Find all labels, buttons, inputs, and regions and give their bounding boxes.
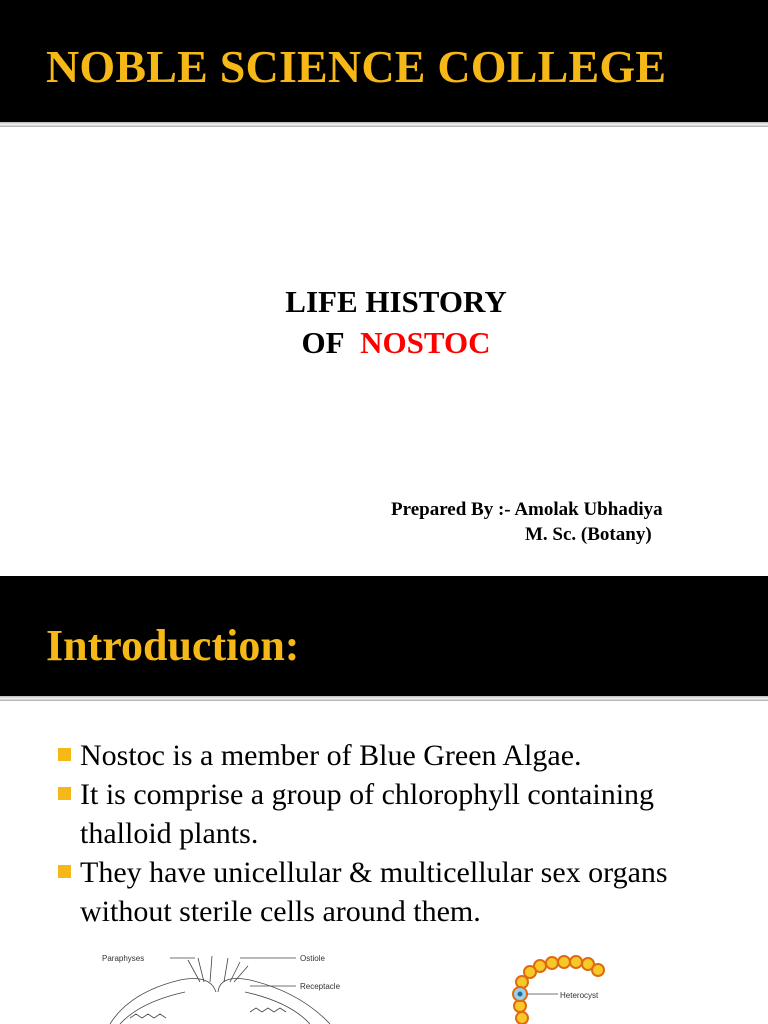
label-heterocyst: Heterocyst xyxy=(560,991,599,1000)
prepared-by: Prepared By :- Amolak Ubhadiya xyxy=(391,499,663,520)
qualification: M. Sc. (Botany) xyxy=(525,524,652,545)
square-bullet-icon xyxy=(58,865,71,878)
label-paraphyses: Paraphyses xyxy=(102,954,145,963)
label-receptacle: Receptacle xyxy=(300,982,341,991)
bullet-item xyxy=(52,736,752,775)
square-bullet-icon xyxy=(58,748,71,761)
introduction-slide xyxy=(0,576,768,1024)
bullet-text: They have unicellular & multicellular sex organs without sterile cells around them. xyxy=(80,856,668,928)
nostoc-filament-diagram xyxy=(500,952,660,1024)
title-divider xyxy=(0,122,768,127)
title-highlight-nostoc: NOSTOC xyxy=(360,325,491,360)
presentation-title-line1: LIFE HISTORY xyxy=(285,284,507,319)
bullet-list xyxy=(52,736,752,931)
bullet-text: It is comprise a group of chlorophyll containing thalloid plants. xyxy=(80,778,655,850)
slide-heading: Introduction: xyxy=(46,621,300,670)
square-bullet-icon xyxy=(58,787,71,800)
bullet-item xyxy=(52,775,752,853)
bullet-text: Nostoc is a member of Blue Green Algae. xyxy=(80,739,582,772)
college-title: NOBLE SCIENCE COLLEGE xyxy=(46,41,667,92)
bullet-item xyxy=(52,853,752,931)
title-divider xyxy=(0,696,768,701)
label-ostiole: Ostiole xyxy=(300,954,325,963)
presentation-title-line2 xyxy=(0,325,768,361)
conceptacle-diagram xyxy=(100,952,350,1024)
title-prefix: OF xyxy=(301,325,345,360)
